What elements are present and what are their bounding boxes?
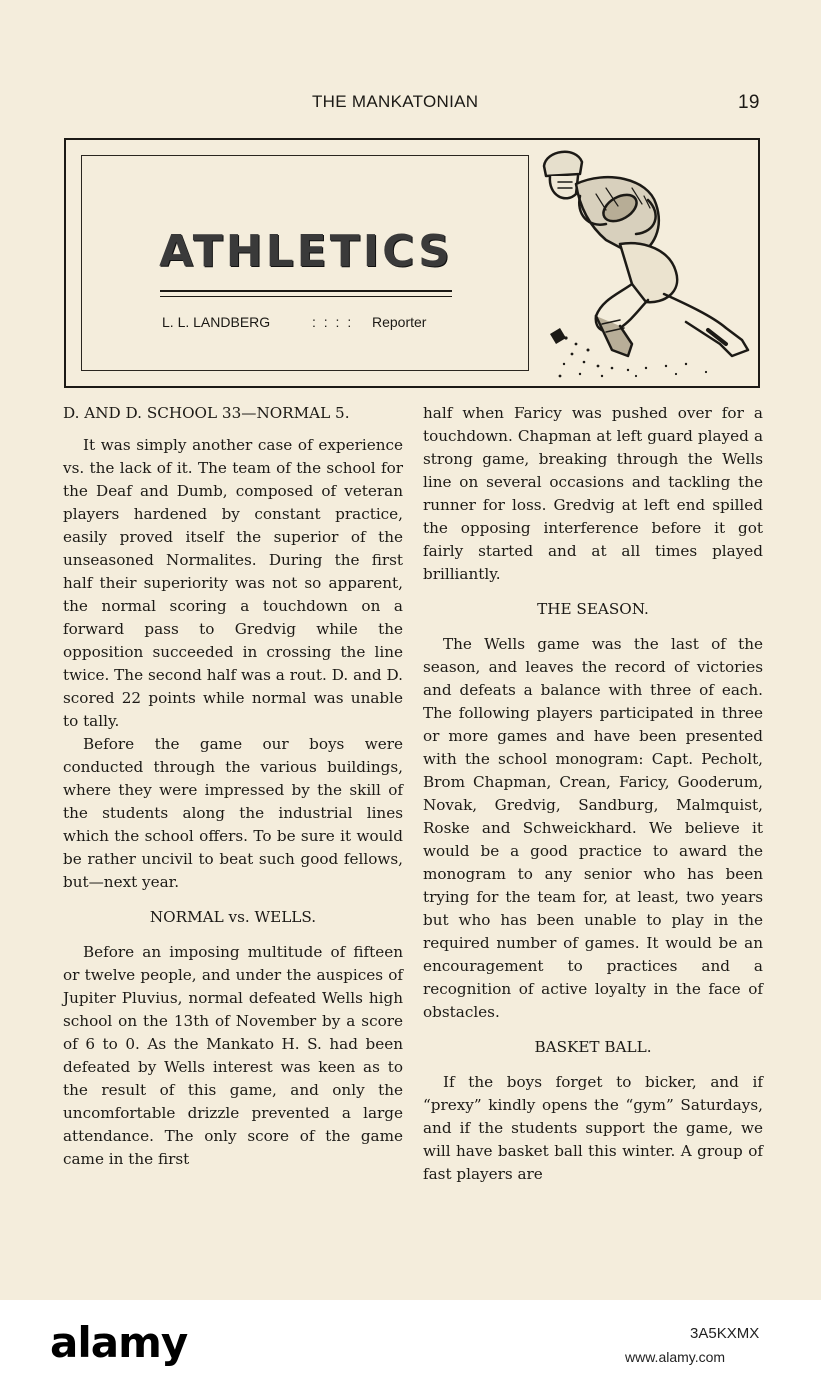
athletics-banner (64, 138, 760, 388)
right-column (423, 402, 763, 1186)
article-paragraph: half when Faricy was pushed over for a touchdown. Chapman at left guard played a strong game, breaking through the Wells line on several occasions and tackling the runner for loss. Gredvig at left end spilled the opposing interference before it got fairly started and at all times played brilliantly. (423, 404, 763, 583)
page-number: 19 (738, 92, 760, 113)
image-code: 3A5KXMX (690, 1325, 760, 1342)
article-heading-dd-school: D. AND D. SCHOOL 33—NORMAL 5. (63, 404, 350, 422)
stock-footer (0, 1300, 821, 1390)
title-rule-top (160, 290, 452, 292)
reporter-name: L. L. LANDBERG (162, 314, 271, 330)
byline-separator: : : : : (312, 314, 354, 330)
running-head (0, 92, 821, 116)
article-paragraph: Before an imposing multitude of fifteen or twelve people, and under the auspices of Jupiter Pluvius, normal defeated Wells high school on the 13th of November by a score of 6 to 0. As the Mankato H. S. had been defeated by Wells interest was keen as to the result of this game, and only the uncomfortable drizzle prevented a large attendance. The only score of the game came in the first (63, 943, 403, 1168)
alamy-logo: alamy (50, 1318, 188, 1367)
article-paragraph: Before the game our boys were conducted through the various buildings, where they were impressed by the skill of the students along the industrial lines which the school offers. To be sure it would be rather uncivil to beat such good fellows, but—next year. (63, 735, 403, 891)
football-player-illustration (536, 144, 758, 382)
article-paragraph: It was simply another case of experience vs. the lack of it. The team of the school for the Deaf and Dumb, composed of veteran players hardened by constant practice, easily proved itself the superior of the unseasoned Normalites. During the first half their superiority was not so apparent, the normal scoring a touchdown on a forward pass to Gredvig while the opposition succeeded in crossing the line twice. The second half was a rout. D. and D. scored 22 points while normal was unable to tally. (63, 436, 403, 730)
section-title: ATHLETICS (159, 226, 453, 277)
footer-url: www.alamy.com (625, 1349, 726, 1365)
reporter-role: Reporter (372, 314, 427, 330)
article-heading-the-season: THE SEASON. (537, 600, 649, 618)
article-paragraph: The Wells game was the last of the season, and leaves the record of victories and defeats a balance with three of each. The following players participated in three or more games and have been presented with the school monogram: Capt. Pecholt, Brom Chapman, Crean, Faricy, Gooderum, Novak, Gredvig, Sandburg, Malmquist, Roske and Schweickhard. We believe it would be a good practice to award the monogram to any senior who has been trying for the team for, at least, two years but who has been unable to play in the required number of games. It would be an encouragement to practices and a recognition of active loyalty in the face of obstacles. (423, 635, 763, 1021)
banner-title-box (81, 155, 529, 371)
article-heading-basket-ball: BASKET BALL. (534, 1038, 652, 1056)
article-paragraph: If the boys forget to bicker, and if “prexy” kindly opens the “gym” Saturdays, and if the students support the game, we will have basket ball this winter. A group of fast players are (423, 1073, 763, 1183)
publication-title: THE MANKATONIAN (312, 92, 479, 111)
title-rule-bottom (160, 296, 452, 297)
left-column (63, 402, 403, 1171)
article-heading-normal-wells: NORMAL vs. WELLS. (149, 908, 317, 926)
